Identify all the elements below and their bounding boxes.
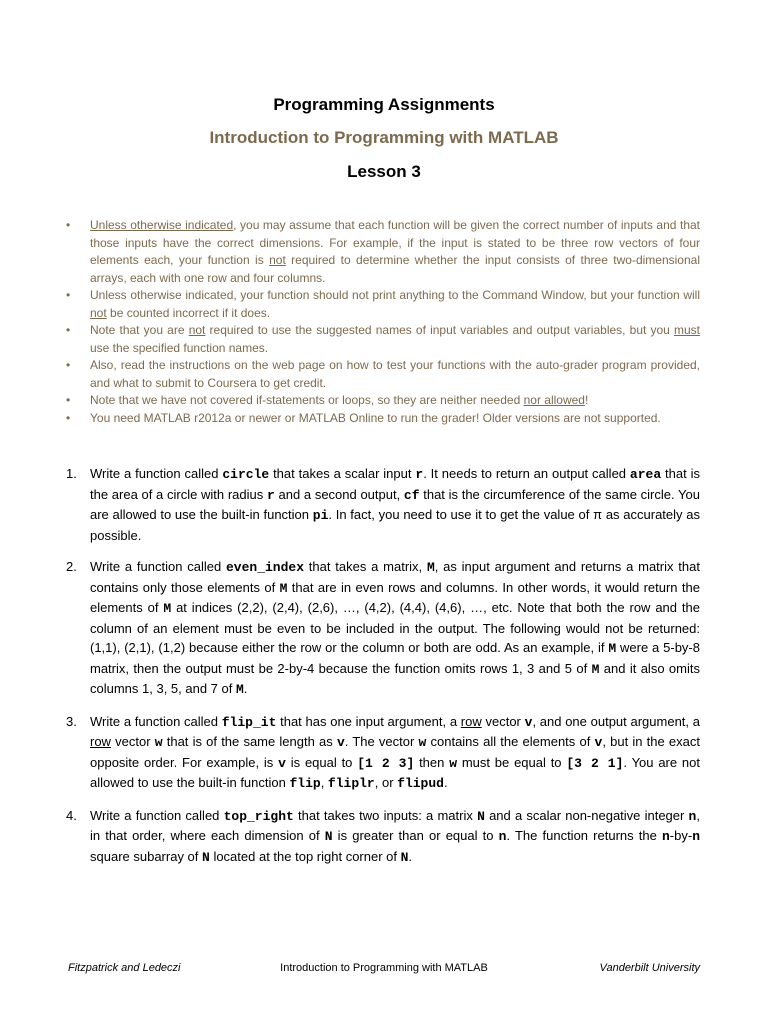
bullet-icon: • <box>66 358 71 372</box>
problem-item: 1. Write a function called circle that takes a scalar input r. It needs to return an output called area that is the area of a circle with radius r and a second output, cf that is the circumference of the same circle. You are allowed to use the built-in function pi. In fact, you need to use it to get the value of π as accurately as possible. <box>66 466 701 543</box>
bullet-icon: • <box>66 288 71 302</box>
bullet-icon: • <box>66 323 71 337</box>
bullet-icon: • <box>66 218 71 232</box>
problem-item: 2. Write a function called even_index that takes a matrix, M, as input argument and returns a matrix that contains only those elements of M that are in even rows and columns. In other words, it would return the elements of M at indices (2,2), (2,4), (2,6), …, (4,2), (4,4), (4,6), …, etc. Note that both the row and the column of an element must be even to be included in the output. The following would not be returned: (1,1), (2,1), (1,2) because either the row or the column or both are odd. As an example, if M were a 5-by-8 matrix, then the output must be 2-by-4 because the function omits rows 1, 3 and 5 of M and it also omits columns 1, 3, 5, and 7 of M. <box>66 559 700 697</box>
course-title: Introduction to Programming with MATLAB <box>209 128 559 147</box>
instruction-item: • Note that you are not required to use the suggested names of input variables and output variables, but you must use the specified function names. <box>66 323 701 355</box>
instruction-item: • Also, read the instructions on the web page on how to test your functions with the auto-grader program provided, and what to submit to Coursera to get credit. <box>66 358 700 390</box>
problem-list <box>66 464 701 879</box>
document-title: Programming Assignments <box>273 95 495 114</box>
bullet-icon: • <box>66 393 71 407</box>
lesson-title: Lesson 3 <box>347 162 421 181</box>
bullet-icon: • <box>66 410 71 425</box>
instruction-item: • You need MATLAB r2012a or newer or MATLAB Online to run the grader! Older versions are not supported. <box>90 410 700 428</box>
instructions-list <box>66 217 701 427</box>
footer-university: Vanderbilt University <box>599 962 700 974</box>
footer-course: Introduction to Programming with MATLAB <box>280 962 488 974</box>
instruction-item: • Unless otherwise indicated, your function should not print anything to the Command Window, but your function will not be counted incorrect if it does. <box>66 288 700 320</box>
instruction-item: • Unless otherwise indicated, you may assume that each function will be given the correct number of inputs and that those inputs have the correct dimensions. For example, if the input is stated to be three row vectors of four elements each, your function is not required to determine whether the input consists of three two-dimensional arrays, each with one row and four columns. <box>66 218 700 285</box>
instruction-item: • Note that we have not covered if-statements or loops, so they are neither needed nor allowed! <box>90 392 700 410</box>
footer-authors: Fitzpatrick and Ledeczi <box>68 962 181 974</box>
problem-item: 4. Write a function called top_right that takes two inputs: a matrix N and a scalar non-negative integer n, in that order, where each dimension of N is greater than or equal to n. The function returns the n-by-n square subarray of N located at the top right corner of N. <box>66 807 700 865</box>
problem-item: 3. Write a function called flip_it that has one input argument, a row vector v, and one output argument, a row vector w that is of the same length as v. The vector w contains all the elements of v, but in the exact opposite order. For example, is v is equal to [1 2 3] then w must be equal to [3 2 1]. You are not allowed to use the built-in function flip, fliplr, or flipud. <box>66 713 701 791</box>
